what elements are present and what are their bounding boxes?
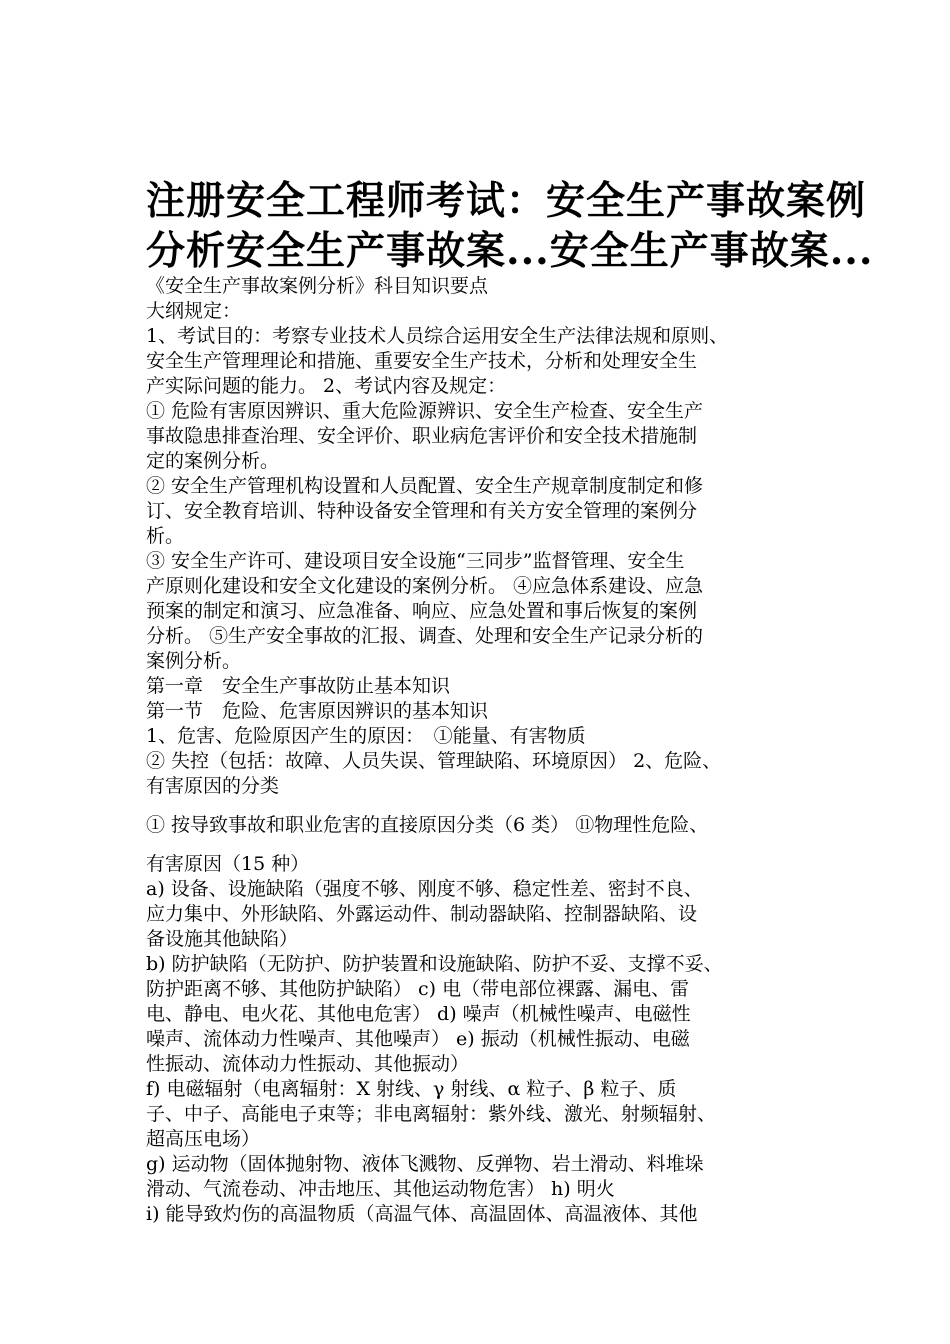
text-line: 析。	[146, 525, 185, 547]
text-line: 产实际问题的能力。 2、考试内容及规定：	[146, 375, 507, 397]
text-line: i) 能导致灼伤的高温物质（高温气体、高温固体、高温液体、其他	[146, 1203, 698, 1225]
text-line: ① 按导致事故和职业危害的直接原因分类（6 类） ⑪物理性危险、	[146, 814, 709, 836]
text-line: 分析。 ⑤生产安全事故的汇报、调查、处理和安全生产记录分析的	[146, 625, 704, 647]
text-line: ① 危险有害原因辨识、重大危险源辨识、安全生产检查、安全生产	[146, 400, 704, 422]
text-line: 大纲规定：	[146, 300, 242, 322]
text-line: 备设施其他缺陷）	[146, 928, 299, 950]
text-line: 有害原因的分类	[146, 775, 280, 797]
text-line: 有害原因（15 种）	[146, 853, 310, 875]
text-line: a) 设备、设施缺陷（强度不够、刚度不够、稳定性差、密封不良、	[146, 878, 703, 900]
text-line: 滑动、气流卷动、冲击地压、其他运动物危害） h) 明火	[146, 1178, 615, 1200]
text-line: 事故隐患排查治理、安全评价、职业病危害评价和安全技术措施制	[146, 425, 698, 447]
text-line: 预案的制定和演习、应急准备、响应、应急处置和事后恢复的案例	[146, 600, 698, 622]
chapter-heading: 第一章 安全生产事故防止基本知识	[146, 675, 451, 697]
text-line: f) 电磁辐射（电离辐射：X 射线、γ 射线、α 粒子、β 粒子、质	[146, 1078, 677, 1100]
document-title	[146, 176, 874, 276]
text-line: 噪声、流体动力性噪声、其他噪声） e) 振动（机械性振动、电磁	[146, 1028, 690, 1050]
text-line: 1、考试目的：考察专业技术人员综合运用安全生产法律法规和原则、	[146, 325, 729, 347]
text-line: 订、安全教育培训、特种设备安全管理和有关方安全管理的案例分	[146, 500, 698, 522]
text-line: 《安全生产事故案例分析》科目知识要点	[146, 275, 489, 297]
text-line: 应力集中、外形缺陷、外露运动件、制动器缺陷、控制器缺陷、设	[146, 903, 698, 925]
text-line: 防护距离不够、其他防护缺陷） c) 电（带电部位裸露、漏电、雷	[146, 978, 690, 1000]
text-line: 安全生产管理理论和措施、重要安全生产技术，分析和处理安全生	[146, 350, 698, 372]
text-line: 性振动、流体动力性振动、其他振动）	[146, 1053, 470, 1075]
text-line: 子、中子、高能电子束等；非电离辐射：紫外线、激光、射频辐射、	[146, 1103, 717, 1125]
text-line: g) 运动物（固体抛射物、液体飞溅物、反弹物、岩土滑动、料堆垛	[146, 1153, 704, 1175]
text-line: ③ 安全生产许可、建设项目安全设施“三同步”监督管理、安全生	[146, 550, 685, 572]
text-line: ② 安全生产管理机构设置和人员配置、安全生产规章制度制定和修	[146, 475, 704, 497]
text-line: 电、静电、电火花、其他电危害） d) 噪声（机械性噪声、电磁性	[146, 1003, 691, 1025]
text-line: b) 防护缺陷（无防护、防护装置和设施缺陷、防护不妥、支撑不妥、	[146, 953, 723, 975]
title-line: 注册安全工程师考试：安全生产事故案例	[146, 178, 867, 224]
text-line: 产原则化建设和安全文化建设的案例分析。 ④应急体系建设、应急	[146, 575, 704, 597]
text-line: 定的案例分析。	[146, 450, 280, 472]
text-line: 案例分析。	[146, 650, 242, 672]
title-line: 分析安全生产事故案...安全生产事故案...	[146, 228, 874, 274]
document-body	[146, 274, 836, 1227]
text-line: ② 失控（包括：故障、人员失误、管理缺陷、环境原因） 2、危险、	[146, 750, 722, 772]
text-line: 1、危害、危险原因产生的原因： ①能量、有害物质	[146, 725, 586, 747]
section-heading: 第一节 危险、危害原因辨识的基本知识	[146, 700, 489, 722]
text-line: 超高压电场）	[146, 1128, 261, 1150]
